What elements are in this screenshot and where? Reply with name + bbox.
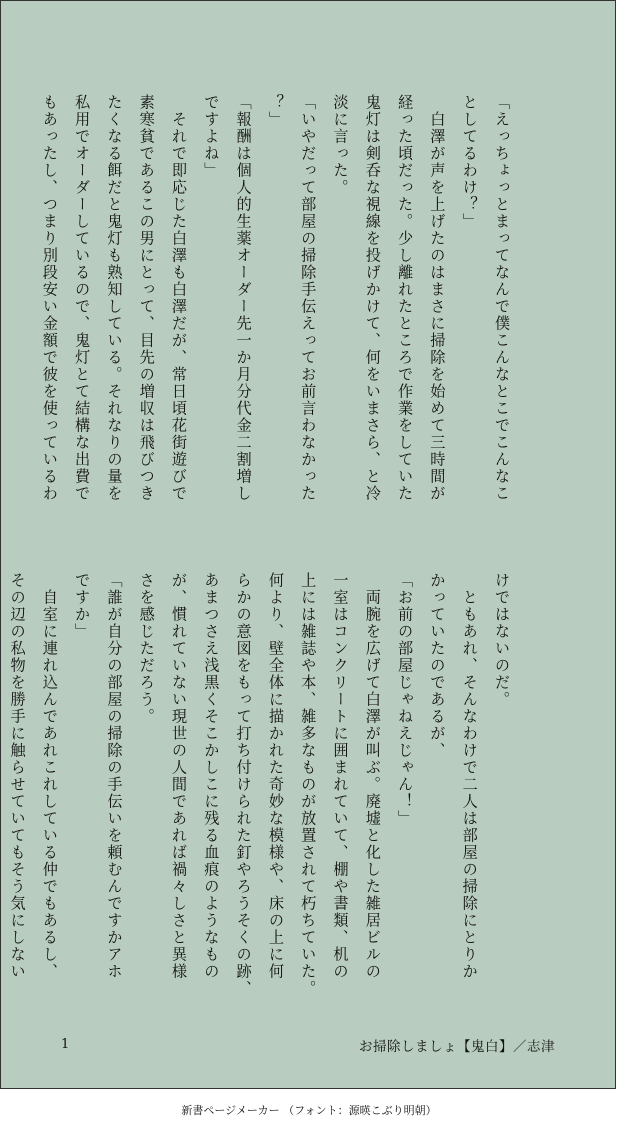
text-line: が、慣れていない現世の人間であれば禍々しさと異様 (170, 572, 189, 980)
text-column-top (34, 94, 518, 524)
text-line: 「えっちょっとまってなんで僕こんなとこでこんなこ (493, 94, 511, 502)
text-line: 私用でオーダーしているので、鬼灯とて結構な出費で (73, 94, 92, 502)
text-line: 上には雑誌や本、雑多なものが放置されて朽ちていた。 (299, 572, 318, 997)
text-line: その辺の私物を勝手に触らせていてもそう気にしない (8, 572, 27, 980)
text-line: ともあれ、そんなわけで二人は部屋の掃除にとりか (460, 572, 479, 980)
text-line: 鬼灯は剣呑な視線を投げかけて、何をいまさら、と冷 (363, 94, 382, 502)
text-line: 「誰が自分の部屋の掃除の手伝いを頼むんですかアホ (105, 572, 124, 980)
text-line: 素寒貧であるこの男にとって、目先の増収は飛びつき (137, 94, 156, 502)
text-line: 自室に連れ込んであれこれしている仲でもあるし、 (40, 572, 59, 980)
text-line: としてるわけ？」 (460, 94, 479, 230)
text-line: 両腕を広げて白澤が叫ぶ。廃墟と化した雑居ビルの (363, 572, 382, 980)
text-line: けではないのだ。 (493, 572, 511, 708)
generator-credit: 新書ページメーカー （フォント：源暎こぶり明朝） (181, 1104, 437, 1117)
text-line: たくなる餌だと鬼灯も熟知している。それなりの量を (105, 94, 124, 502)
text-line: ですよね」 (202, 94, 221, 179)
text-line: 白澤が声を上げたのはまさに掃除を始めて三時間が (428, 94, 447, 502)
text-line: あまつさえ浅黒くそこかしこに残る血痕のようなもの (202, 572, 221, 980)
text-line: 「報酬は個人的生薬オーダー先一か月分代金二割増し (234, 94, 253, 502)
text-line: それで即応じた白澤も白澤だが、常日頃花街遊びで (170, 94, 189, 502)
page-number: 1 (61, 1037, 70, 1052)
text-line: ですか」 (73, 572, 92, 640)
text-column-bottom (0, 572, 518, 1002)
text-line: 経った頃だった。少し離れたところで作業をしていた (396, 94, 415, 502)
running-title: お掃除しましょ【鬼白】／志津 (359, 1039, 555, 1055)
text-line: らかの意図をもって打ち付けられた釘やろうそくの跡、 (234, 572, 253, 997)
text-line: かっていたのであるが、 (428, 572, 447, 759)
text-line: さを感じただろう。 (137, 572, 156, 725)
text-line: 「いやだって部屋の掃除手伝えってお前言わなかった (299, 94, 318, 502)
text-line: 一室はコンクリートに囲まれていて、棚や書類、机の (331, 572, 350, 980)
text-line: 何より、壁全体に描かれた奇妙な模様や、床の上に何 (266, 572, 285, 980)
text-line: 淡に言った。 (331, 94, 350, 196)
text-line: 「お前の部屋じゃねえじゃん！」 (396, 572, 415, 827)
text-line: もあったし、つまり別段安い金額で彼を使っているわ (40, 94, 59, 502)
text-line: ？」 (266, 94, 285, 128)
